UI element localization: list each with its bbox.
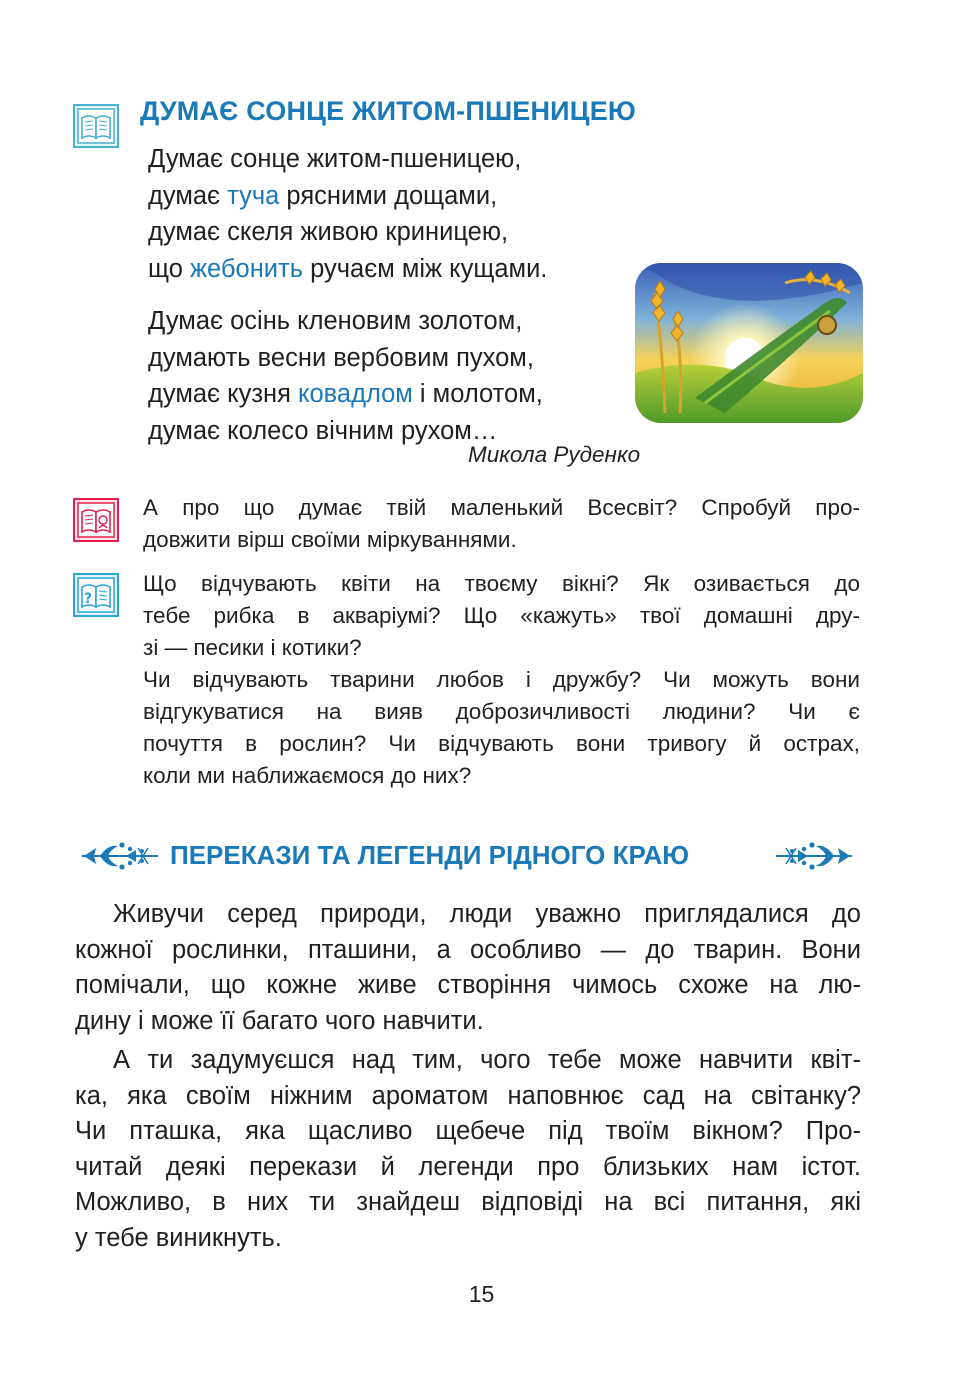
paragraph-line: у тебе виникнуть. [75, 1223, 282, 1252]
paragraph-line: читай деякі перекази й легенди про близьких нам істот. [75, 1152, 861, 1181]
poem-line: думають весни вербовим пухом, [148, 343, 534, 372]
open-book-icon [73, 104, 119, 148]
poem-line [148, 376, 543, 413]
poem-stanza-2 [148, 303, 543, 449]
task-line: відгукуватися на вияв доброзичливості людини? Чи є [143, 699, 860, 724]
task-line: А про що думає твій маленький Всесвіт? Спробуй про- [143, 495, 860, 520]
task-line: довжити вірш своїми міркуваннями. [143, 527, 517, 552]
poem-text: думає [148, 181, 228, 210]
task-line: зі — песики і котики? [143, 635, 362, 660]
poem-line [148, 251, 547, 288]
glossary-word[interactable]: ковадлом [298, 380, 413, 408]
task-line: коли ми наближаємося до них? [143, 763, 472, 788]
folk-ornament-icon [772, 836, 856, 876]
glossary-word[interactable]: жебонить [189, 254, 304, 283]
section-paragraph-1 [75, 897, 861, 1039]
questions-task [143, 568, 860, 792]
poem-text: рясними дощами, [279, 181, 498, 210]
paragraph-line: ка, яка своїм ніжним ароматом наповнює сад на світанку? [75, 1081, 861, 1110]
question-book-icon [73, 573, 119, 617]
sun-wheat-illustration [635, 263, 863, 423]
poem-line: Думає сонце житом-пшеницею, [148, 145, 522, 173]
poem-line [148, 178, 547, 215]
task-line: Що відчувають квіти на твоєму вікні? Як озивається до [143, 571, 860, 596]
svg-text:?: ? [84, 591, 93, 607]
paragraph-line: А ти задумуєшся над тим, чого тебе може навчити квіт- [113, 1046, 861, 1074]
glossary-word[interactable]: туча [227, 181, 280, 210]
poem-line: думає колесо вічним рухом… [148, 416, 498, 445]
task-line: почуття в рослин? Чи відчувають вони тривогу й острах, [143, 731, 860, 756]
poem-title: ДУМАЄ СОНЦЕ ЖИТОМ-ПШЕНИЦЕЮ [140, 96, 636, 126]
poem-line: думає скеля живою криницею, [148, 218, 509, 246]
section-paragraph-2 [75, 1043, 861, 1256]
painting-icon [73, 498, 119, 542]
poem-text: що [148, 254, 190, 283]
section-title: ПЕРЕКАЗИ ТА ЛЕГЕНДИ РІДНОГО КРАЮ [170, 840, 690, 870]
paragraph-line: Можливо, в них ти знайдеш відповіді на всі питання, які [75, 1188, 861, 1216]
creative-task [143, 492, 860, 556]
task-line: тебе рибка в акваріумі? Що «кажуть» твої домашні дру- [143, 603, 860, 628]
task-line: Чи відчувають тварини любов і дружбу? Чи можуть вони [143, 667, 860, 692]
paragraph-line: кожної рослинки, пташини, а особливо — до тварин. Вони [75, 935, 861, 964]
poem-stanza-1 [148, 141, 547, 287]
poem-line: Думає осінь кленовим золотом, [148, 307, 523, 335]
paragraph-line: помічали, що кожне живе створіння чимось схоже на лю- [75, 971, 861, 999]
page-number: 15 [468, 1281, 495, 1307]
poem-text: ручаєм між кущами. [303, 254, 548, 283]
poem-text: і молотом, [412, 380, 543, 408]
folk-ornament-icon [78, 836, 162, 876]
paragraph-line: Чи пташка, яка щасливо щебече під твоїм вікном? Про- [75, 1117, 861, 1145]
paragraph-line: дину і може її багато чого навчити. [75, 1006, 484, 1035]
paragraph-line: Живучи серед природи, люди уважно приглядалися до [113, 900, 861, 928]
poem-text: думає кузня [148, 380, 299, 408]
poem-author: Микола Руденко [468, 442, 641, 467]
